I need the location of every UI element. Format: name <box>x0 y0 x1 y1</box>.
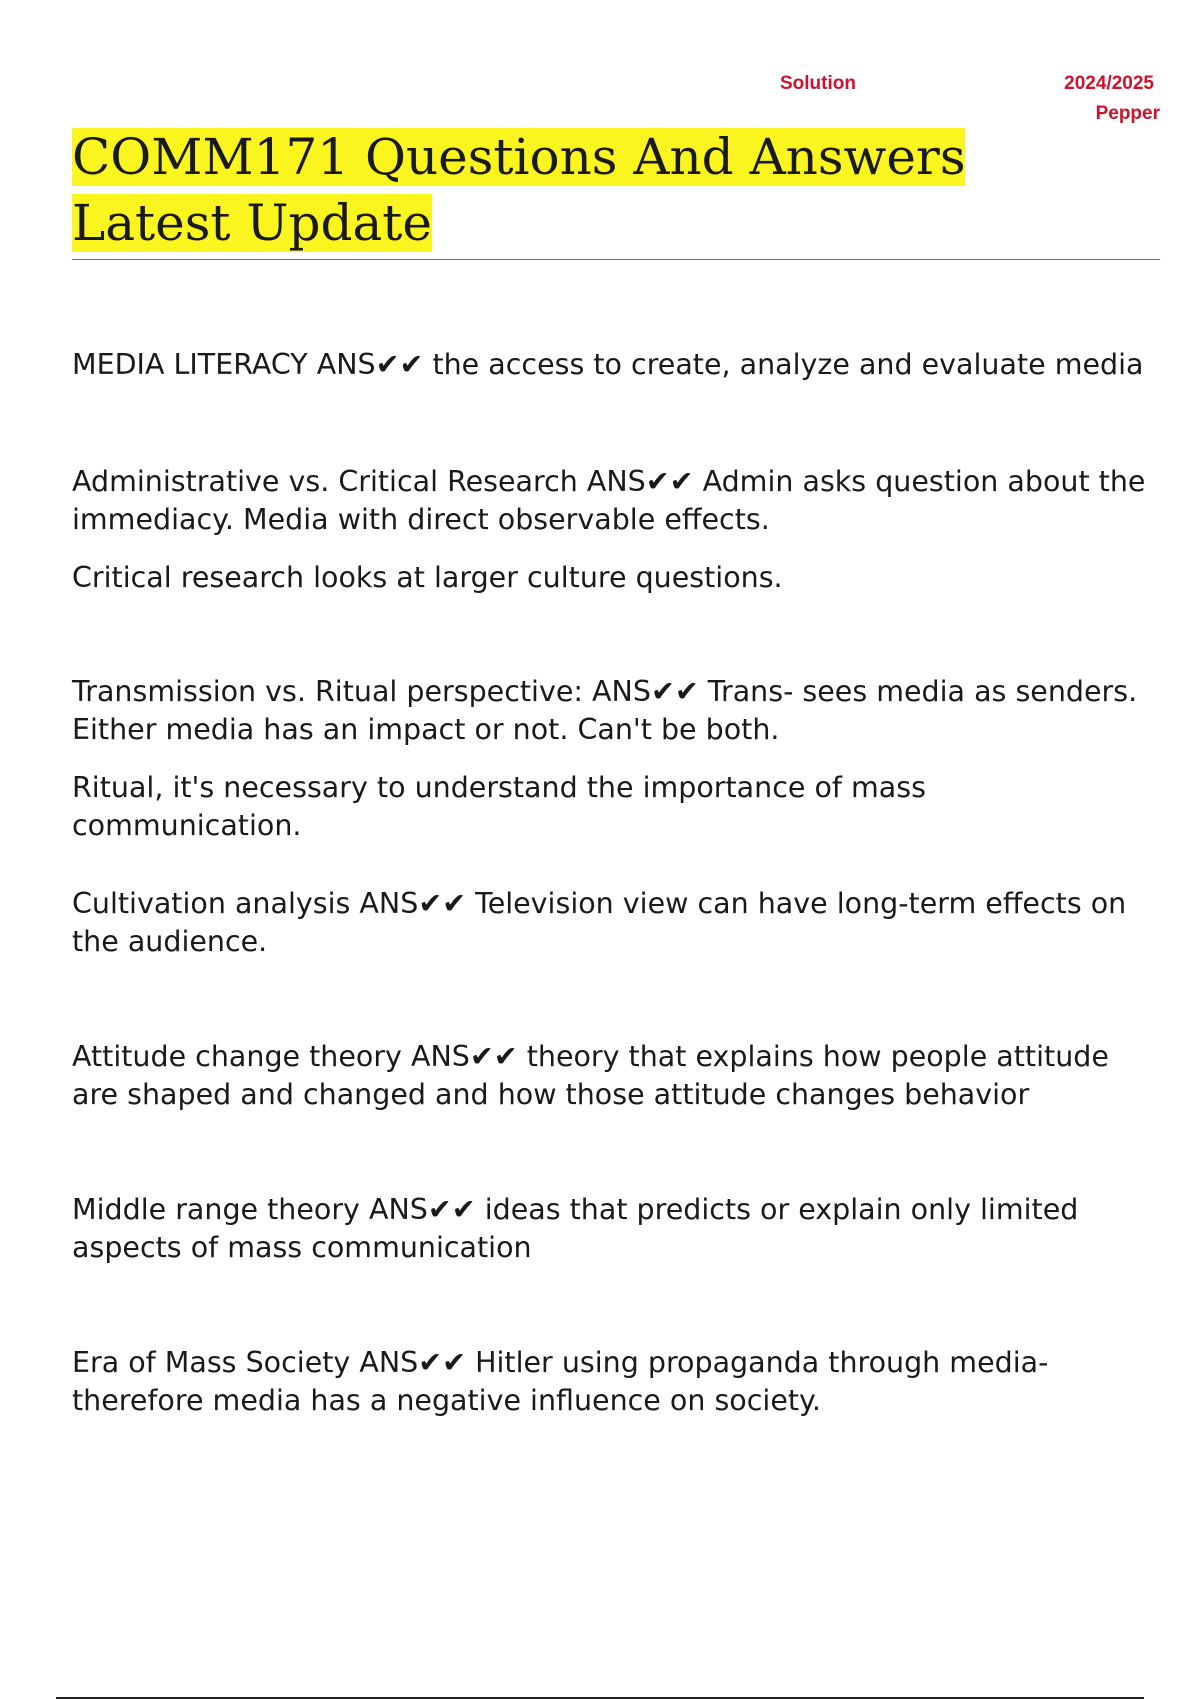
qa-entry <box>72 463 1164 597</box>
qa-entry <box>72 1344 1164 1420</box>
qa-entry-text: Cultivation analysis ANS✔✔ Television view can have long-term effects on the audience. <box>72 887 1127 958</box>
qa-entry-continuation: Critical research looks at larger culture questions. <box>72 561 783 594</box>
qa-entry-text: Middle range theory ANS✔✔ ideas that predicts or explain only limited aspects of mass communication <box>72 1193 1079 1264</box>
qa-entry <box>72 1038 1164 1114</box>
title-divider <box>72 259 1160 260</box>
qa-entry-text: Transmission vs. Ritual perspective: ANS✔✔ Trans- sees media as senders. Either media has an impact or not. Can't be both. <box>72 675 1138 746</box>
footer-divider <box>56 1697 1144 1699</box>
qa-entry <box>72 1191 1164 1267</box>
solution-label: Solution <box>780 73 856 94</box>
author-name: Pepper <box>1095 103 1160 124</box>
qa-entry <box>72 673 1164 845</box>
qa-entry <box>72 885 1164 961</box>
qa-entry <box>72 346 1164 384</box>
year-label: 2024/2025 <box>1064 73 1154 94</box>
qa-entry-text: MEDIA LITERACY ANS✔✔ the access to create, analyze and evaluate media <box>72 348 1144 381</box>
qa-entry-continuation: Ritual, it's necessary to understand the importance of mass communication. <box>72 771 926 842</box>
document-title <box>72 124 1092 256</box>
qa-entry-text: Era of Mass Society ANS✔✔ Hitler using propaganda through media- therefore media has a negative influence on society. <box>72 1346 1049 1417</box>
qa-entry-text: Administrative vs. Critical Research ANS✔✔ Admin asks question about the immediacy. Media with direct observable effects. <box>72 465 1146 536</box>
document-title-text: COMM171 Questions And Answers Latest Update <box>72 128 966 252</box>
qa-entry-text: Attitude change theory ANS✔✔ theory that explains how people attitude are shaped and changed and how those attitude changes behavior <box>72 1040 1109 1111</box>
